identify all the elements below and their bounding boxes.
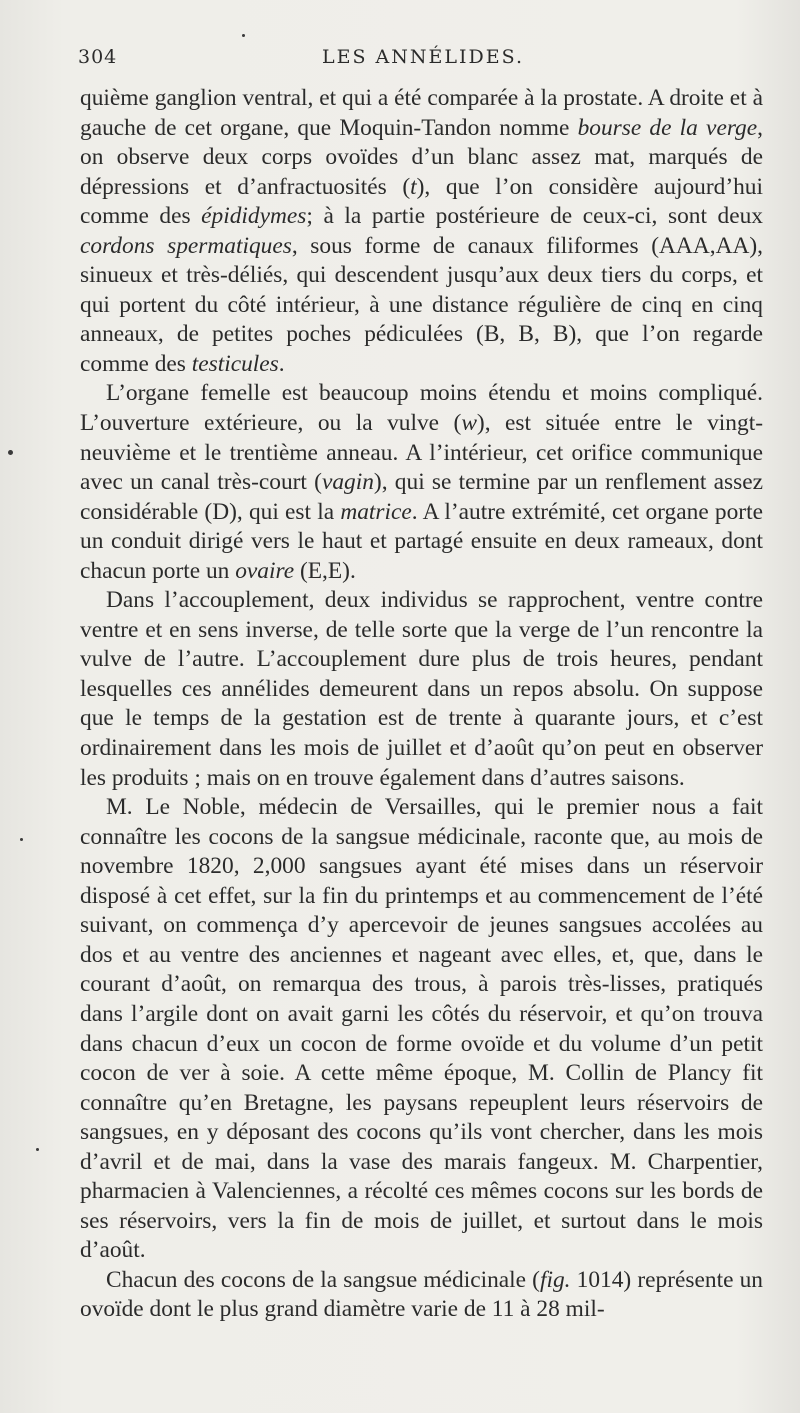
text-run: , on observe deux corps ovoïdes d’un blanc assez mat, marqués de dépressions et d’anfractuosités ( [80,114,763,200]
margin-speck [20,838,23,841]
paragraph [80,793,763,1266]
margin-speck [36,1148,39,1151]
text-run: . A l’autre extrémité, cet organe porte un conduit dirigé vers le haut et partagé ensuite en deux rameaux, dont chacun porte un [80,498,763,584]
paragraph [80,379,763,586]
italic-term: vagin [321,469,374,496]
text-run: M. Le Noble, médecin de Versailles, qui le premier nous a fait connaître les cocons de la sangsue médicinale, raconte que, au mois de novembre 1820, 2,000 sangsues ayant été mises dans un réservoir disposé à cet effet, sur la fin du printemps et au commencement de l’été suivant, on commença d’y apercevoir de jeunes sangsues accolées au dos et au ventre des anciennes et nageant avec elles, et, que, dans le courant d’août, on remarqua des trous, à parois très-lisses, pratiqués dans l’argile dont on avait garni les côtés du réservoir, et qu’on trouva dans chacun d’eux un cocon de forme ovoïde et du volume d’un petit cocon de ver à soie. A cette même époque, M. Collin de Plancy fit connaître qu’en Bretagne, les paysans repeuplent leurs réservoirs de sangsues, en y déposant des cocons qu’ils vont chercher, dans les mois d’avril et de mai, dans la vase des marais fangeux. M. Charpentier, pharmacien à Valenciennes, a récolté ces mêmes cocons sur les bords de ses réservoirs, vers la fin de mois de juillet, et surtout dans le mois d’août. [80,794,763,1264]
italic-term: testicules [191,350,279,377]
text-run: ), que l’on considère aujourd’hui comme des [80,173,764,230]
text-run: (E,E). [294,557,356,584]
text-run: Chacun des cocons de la sangsue médicinale ( [106,1266,540,1293]
margin-speck [8,450,13,455]
running-head: LES ANNÉLIDES. [322,46,524,68]
italic-term: bourse de la verge [577,114,758,141]
italic-term: matrice [340,498,412,525]
text-run: ), qui se termine par un renflement assez considérable (D), qui est la [80,469,763,525]
italic-term: ovaire [235,557,295,584]
body-text [80,84,763,1325]
text-run: . [278,350,285,377]
paragraph [80,1266,763,1325]
text-run: , sous forme de canaux filiformes (AAA,AA), sinueux et très-déliés, qui descendent jusqu’aux deux tiers du corps, et qui portent du côté intérieur, à une distance régulière de cinq en cinq anneaux, de petites poches pédiculées (B, B, B), que l’on regarde comme des [80,232,763,377]
italic-term: cordons spermatiques [80,232,292,259]
page-number: 304 [78,46,118,68]
page-header [78,46,768,76]
text-run: ), est située entre le vingt-neuvième et le trentième anneau. A l’intérieur, cet orifice communique avec un canal très-court ( [80,410,763,496]
text-run: 1014) représente un ovoïde dont le plus grand diamètre varie de 11 à 28 mil- [80,1266,763,1323]
text-run: quième ganglion ventral, et qui a été comparée à la prostate. A droite et à gauche de cet organe, que Moquin-Tandon nomme [80,85,763,141]
text-run: Dans l’accouplement, deux individus se rapprochent, ventre contre ventre et en sens inverse, de telle sorte que la verge de l’un rencontre la vulve de l’autre. L’accouplement dure plus de trois heures, pendant lesquelles ces annélides demeurent dans un repos absolu. On suppose que le temps de la gestation est de trente à quarante jours, et c’est ordinairement dans les mois de juillet et d’août qu’on peut en observer les produits ; mais on en trouve également dans d’autres saisons. [80,587,763,791]
paragraph [80,84,763,379]
text-run: L’organe femelle est beaucoup moins étendu et moins compliqué. L’ouverture extérieure, ou la vulve ( [80,380,763,437]
text-run: ; à la partie postérieure de ceux-ci, sont deux [306,203,763,230]
italic-term: t [410,173,417,200]
italic-term: épididymes [201,203,307,230]
italic-term: fig. [539,1266,571,1293]
margin-speck [242,34,245,37]
italic-term: w [461,410,477,437]
paragraph [80,586,763,793]
